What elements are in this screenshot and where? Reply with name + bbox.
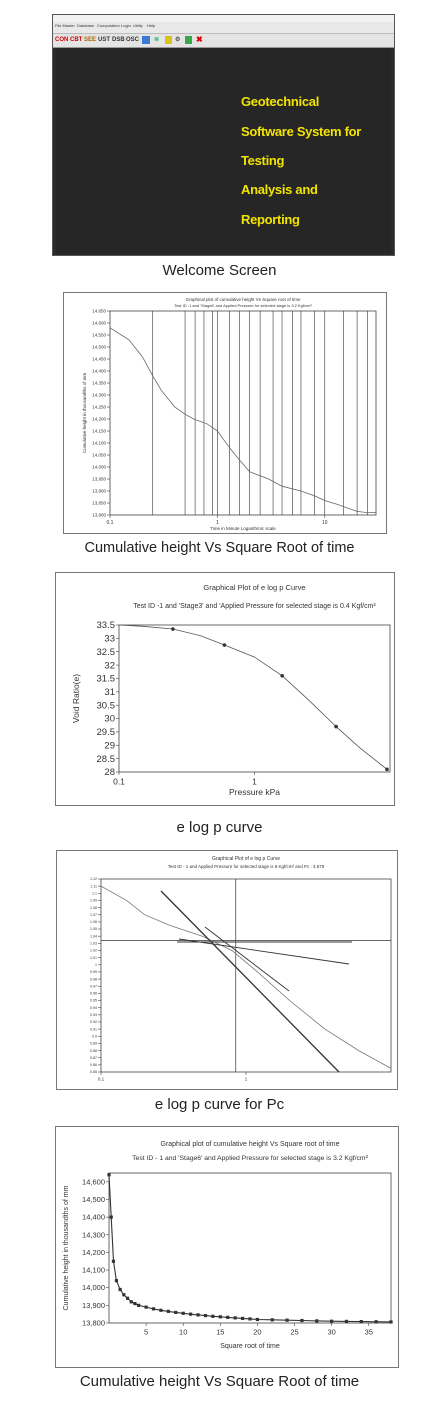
welcome-line-5: Reporting bbox=[241, 212, 300, 227]
x-tick-label: 10 bbox=[179, 1327, 188, 1337]
y-axis-label: Cumulative height in thousandths of mm bbox=[82, 372, 87, 454]
y-tick-label: 29.5 bbox=[96, 727, 115, 739]
grid-icon[interactable] bbox=[185, 36, 192, 44]
y-tick-label: 14,600 bbox=[92, 320, 106, 326]
x-tick-label: 10 bbox=[321, 520, 328, 526]
y-tick-label: 0.88 bbox=[90, 1048, 97, 1053]
data-point bbox=[280, 674, 284, 678]
y-tick-label: 1.09 bbox=[90, 898, 97, 903]
y-tick-label: 14,200 bbox=[82, 1247, 105, 1257]
x-tick-label: 0.1 bbox=[113, 776, 125, 787]
folder-icon[interactable] bbox=[165, 36, 172, 44]
y-tick-label: 14,000 bbox=[92, 464, 106, 470]
y-tick-label: 14,350 bbox=[92, 380, 106, 386]
y-tick-label: 13,900 bbox=[82, 1300, 105, 1310]
y-axis-label: Void Ratio(e) bbox=[71, 673, 81, 724]
y-tick-label: 14,600 bbox=[82, 1177, 105, 1187]
x-tick-label: 35 bbox=[364, 1327, 373, 1337]
y-tick-label: 0.95 bbox=[90, 998, 97, 1003]
welcome-line-3: Testing bbox=[241, 153, 285, 168]
menu-item-utility[interactable]: Utility bbox=[133, 23, 143, 28]
y-tick-label: 1.06 bbox=[90, 920, 97, 925]
x-tick-label: 1 bbox=[215, 520, 219, 526]
data-point bbox=[256, 1318, 259, 1321]
y-tick-label: 1.02 bbox=[90, 948, 97, 953]
book-icon[interactable] bbox=[142, 36, 150, 44]
y-tick-label: 1.07 bbox=[90, 912, 97, 917]
y-tick-label: 0.85 bbox=[90, 1070, 97, 1075]
data-point bbox=[196, 1313, 199, 1316]
data-point bbox=[152, 1307, 155, 1310]
y-tick-label: 14,100 bbox=[82, 1265, 105, 1275]
x-tick-label: 0.1 bbox=[97, 1076, 105, 1082]
menu-item-file-master[interactable]: File Master bbox=[55, 23, 75, 28]
data-point bbox=[389, 1320, 392, 1323]
chart-title: Graphical Plot of e log p Curve bbox=[211, 856, 281, 862]
toolbar-button-ust[interactable]: UST bbox=[98, 37, 110, 43]
y-tick-label: 14,550 bbox=[92, 332, 106, 338]
y-tick-label: 0.91 bbox=[90, 1027, 97, 1032]
data-point bbox=[330, 1320, 333, 1323]
y-tick-label: 32 bbox=[104, 660, 115, 672]
data-point bbox=[126, 1297, 129, 1300]
intersection-line bbox=[205, 927, 289, 991]
data-series-line bbox=[119, 625, 387, 769]
welcome-line-1: Geotechnical bbox=[241, 94, 320, 109]
data-point bbox=[112, 1260, 115, 1263]
y-tick-label: 1 bbox=[95, 962, 97, 967]
y-tick-label: 0.94 bbox=[90, 1005, 97, 1010]
y-tick-label: 0.87 bbox=[90, 1055, 97, 1060]
welcome-screen-window bbox=[52, 14, 395, 256]
data-point bbox=[189, 1313, 192, 1316]
menu-item-login[interactable]: Login bbox=[121, 23, 131, 28]
y-tick-label: 0.99 bbox=[90, 970, 97, 975]
chart-subtitle: Test ID - 1 and 'Stage6' and Applied Pressure for selected stage is 3.2 Kgf/cm² bbox=[132, 1155, 368, 1162]
x-tick-label: 1 bbox=[252, 776, 257, 787]
toolbar-button-dsb[interactable]: DSB bbox=[112, 37, 125, 43]
toolbar-button-osc[interactable]: OSC bbox=[126, 37, 140, 43]
data-point bbox=[115, 1279, 118, 1282]
y-tick-label: 1.11 bbox=[90, 884, 97, 889]
data-point bbox=[241, 1317, 244, 1320]
y-tick-label: 14,000 bbox=[82, 1283, 105, 1293]
y-tick-label: 0.9 bbox=[92, 1034, 97, 1039]
data-point bbox=[286, 1319, 289, 1322]
caption-chart1: Cumulative height Vs Square Root of time bbox=[84, 540, 355, 556]
data-point bbox=[223, 643, 227, 647]
y-tick-label: 14,500 bbox=[92, 344, 106, 350]
x-tick-label: 5 bbox=[144, 1327, 149, 1337]
y-tick-label: 31.5 bbox=[96, 673, 115, 685]
y-tick-label: 14,300 bbox=[92, 392, 106, 398]
x-axis-label: Pressure kPa bbox=[228, 787, 281, 797]
y-tick-label: 13,950 bbox=[92, 476, 106, 482]
data-point bbox=[145, 1306, 148, 1309]
toolbar-button-see[interactable]: SEE bbox=[84, 37, 97, 43]
plot-area bbox=[110, 311, 376, 515]
y-tick-label: 30 bbox=[104, 713, 115, 725]
data-point bbox=[159, 1309, 162, 1312]
y-tick-label: 1.05 bbox=[90, 927, 97, 932]
y-tick-label: 1.08 bbox=[90, 905, 97, 910]
data-point bbox=[122, 1293, 125, 1296]
y-tick-label: 14,650 bbox=[92, 308, 106, 314]
data-point bbox=[137, 1304, 140, 1307]
y-tick-label: 0.98 bbox=[90, 977, 97, 982]
menu-bar bbox=[53, 22, 394, 34]
y-tick-label: 1.1 bbox=[92, 891, 97, 896]
welcome-splash bbox=[56, 48, 391, 254]
chart-subtitle: Test ID -1 and 'Stage6' and Applied Pressure for selected stage is 3.2 Kgf/cm² bbox=[174, 303, 312, 308]
chart3-svg bbox=[57, 851, 397, 1089]
welcome-line-4: Analysis and bbox=[241, 182, 318, 197]
chart-subtitle: Test ID - 1 and Applied Pressure for selected stage is 8 Kgf/cm² and Pc : 3.679 bbox=[167, 864, 325, 869]
data-point bbox=[174, 1311, 177, 1314]
data-point bbox=[334, 725, 338, 729]
data-point bbox=[271, 1318, 274, 1321]
data-point bbox=[130, 1300, 133, 1303]
data-point bbox=[182, 1312, 185, 1315]
chart1-panel bbox=[63, 292, 387, 534]
plot-area bbox=[119, 625, 390, 772]
y-tick-label: 1.04 bbox=[90, 934, 97, 939]
data-point bbox=[167, 1310, 170, 1313]
data-point bbox=[375, 1320, 378, 1323]
y-tick-label: 14,450 bbox=[92, 356, 106, 362]
caption-chart2: e log p curve bbox=[176, 819, 263, 836]
toolbar bbox=[53, 34, 394, 48]
data-point bbox=[119, 1288, 122, 1291]
y-tick-label: 33 bbox=[104, 633, 115, 645]
x-tick-label: 25 bbox=[290, 1327, 299, 1337]
y-tick-label: 1.01 bbox=[90, 955, 97, 960]
data-point bbox=[385, 768, 389, 772]
data-point bbox=[315, 1319, 318, 1322]
data-point bbox=[204, 1314, 207, 1317]
y-tick-label: 0.93 bbox=[90, 1013, 97, 1018]
y-tick-label: 14,150 bbox=[92, 428, 106, 434]
y-tick-label: 14,400 bbox=[82, 1212, 105, 1222]
chart2-panel bbox=[55, 572, 395, 806]
close-icon[interactable]: ✖ bbox=[196, 35, 203, 44]
x-tick-label: 1 bbox=[244, 1076, 248, 1082]
toolbar-button-cbt[interactable]: CBT bbox=[70, 37, 83, 43]
data-point bbox=[110, 1216, 113, 1219]
y-tick-label: 32.5 bbox=[96, 646, 115, 658]
data-series-line bbox=[109, 1175, 391, 1322]
caption-chart4: Cumulative height Vs Square Root of time bbox=[79, 1373, 360, 1390]
data-point bbox=[133, 1302, 136, 1305]
y-tick-label: 1.12 bbox=[90, 877, 97, 882]
y-tick-label: 14,250 bbox=[92, 404, 106, 410]
chart2-svg bbox=[56, 573, 394, 805]
y-tick-label: 14,050 bbox=[92, 452, 106, 458]
menu-item-computation[interactable]: Computation bbox=[97, 23, 120, 28]
y-tick-label: 14,500 bbox=[82, 1194, 105, 1204]
caption-chart3: e log p curve for Pc bbox=[154, 1096, 285, 1113]
y-tick-label: 33.5 bbox=[96, 620, 115, 632]
y-tick-label: 13,800 bbox=[82, 1318, 105, 1328]
chart-subtitle: Test ID -1 and 'Stage3' and 'Applied Pressure for selected stage is 0.4 Kgf/cm² bbox=[133, 603, 376, 610]
y-tick-label: 31 bbox=[104, 686, 115, 698]
caption-welcome: Welcome Screen bbox=[162, 262, 277, 279]
data-series-line bbox=[110, 328, 376, 513]
chart-title: Graphical plot of cumulative height Vs Square root of time bbox=[160, 1141, 340, 1148]
menu-item-database[interactable]: Database bbox=[77, 23, 95, 28]
y-tick-label: 0.97 bbox=[90, 984, 97, 989]
y-tick-label: 0.92 bbox=[90, 1020, 97, 1025]
y-tick-label: 14,200 bbox=[92, 416, 106, 422]
data-point bbox=[107, 1173, 110, 1176]
data-point bbox=[360, 1320, 363, 1323]
chart-title: Graphical Plot of e log p Curve bbox=[203, 583, 306, 592]
tangent-line-bisector bbox=[179, 939, 349, 964]
data-point bbox=[300, 1319, 303, 1322]
x-axis-label: Time in Minute Logarithmic scale bbox=[210, 526, 276, 531]
y-tick-label: 14,100 bbox=[92, 440, 106, 446]
y-axis-label: Cumulative height in thousandths of mm bbox=[63, 1185, 70, 1311]
toolbar-button-con[interactable]: CON bbox=[55, 37, 69, 43]
window-titlebar bbox=[53, 15, 394, 22]
chart-title: Graphical plot of cumulative height Vs Square root of time bbox=[185, 297, 301, 302]
data-point bbox=[211, 1315, 214, 1318]
chart4-svg bbox=[56, 1127, 398, 1367]
x-tick-label: 15 bbox=[216, 1327, 225, 1337]
chart3-panel bbox=[56, 850, 398, 1090]
tools-icon[interactable]: ⚙ bbox=[175, 37, 181, 43]
chart4-panel bbox=[55, 1126, 399, 1368]
data-point bbox=[219, 1315, 222, 1318]
chart-icon[interactable]: ≋ bbox=[154, 37, 160, 43]
y-tick-label: 13,900 bbox=[92, 488, 106, 494]
y-tick-label: 13,850 bbox=[92, 500, 106, 506]
y-tick-label: 0.89 bbox=[90, 1041, 97, 1046]
y-tick-label: 0.86 bbox=[90, 1063, 97, 1068]
y-tick-label: 28.5 bbox=[96, 753, 115, 765]
chart1-svg bbox=[64, 293, 386, 533]
data-point bbox=[248, 1317, 251, 1320]
data-point bbox=[171, 627, 175, 631]
x-tick-label: 0.1 bbox=[106, 520, 114, 526]
y-tick-label: 30.5 bbox=[96, 700, 115, 712]
y-tick-label: 0.96 bbox=[90, 991, 97, 996]
y-tick-label: 14,400 bbox=[92, 368, 106, 374]
x-tick-label: 20 bbox=[253, 1327, 262, 1337]
y-tick-label: 13,800 bbox=[92, 512, 106, 518]
data-point bbox=[234, 1316, 237, 1319]
y-tick-label: 29 bbox=[104, 740, 115, 752]
menu-item-help[interactable]: Help bbox=[147, 23, 156, 28]
x-tick-label: 30 bbox=[327, 1327, 336, 1337]
data-point bbox=[345, 1320, 348, 1323]
y-tick-label: 1.03 bbox=[90, 941, 97, 946]
tangent-line-steep bbox=[161, 891, 339, 1072]
welcome-line-2: Software System for bbox=[241, 124, 362, 139]
x-axis-label: Square root of time bbox=[220, 1343, 280, 1350]
y-tick-label: 28 bbox=[104, 767, 115, 779]
y-tick-label: 14,300 bbox=[82, 1230, 105, 1240]
data-point bbox=[226, 1316, 229, 1319]
plot-area bbox=[109, 1173, 391, 1323]
